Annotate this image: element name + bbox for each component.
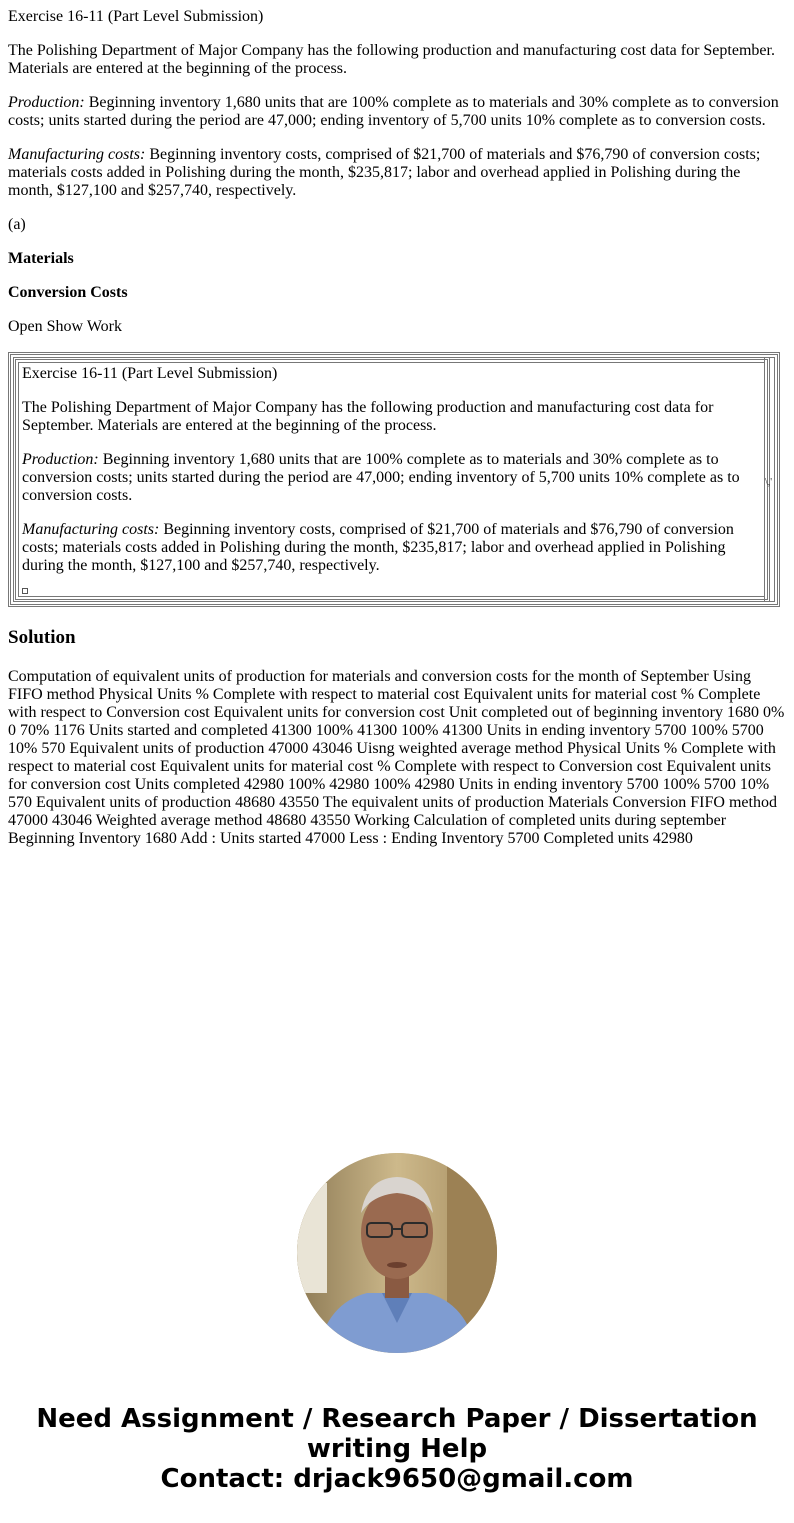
problem-intro: The Polishing Department of Major Company has the following production and manufacturing cost data for September. Materials are entered at the beginning of the process. <box>8 42 775 77</box>
materials-label: Materials <box>8 250 74 267</box>
part-label: (a) <box>8 216 26 233</box>
solution-heading: Solution <box>8 627 76 648</box>
embedded-production-label: Production: <box>22 451 99 468</box>
footer-contact <box>0 1404 794 1494</box>
embedded-problem-panel <box>13 357 773 602</box>
embedded-problem-intro: The Polishing Department of Major Company has the following production and manufacturing cost data for September. Materials are entered at the beginning of the process. <box>22 399 714 434</box>
footer-line-2: writing Help <box>306 1434 488 1464</box>
embedded-manufacturing-paragraph <box>22 521 764 575</box>
page-content <box>8 8 786 848</box>
production-paragraph <box>8 94 786 130</box>
embedded-exercise-title: Exercise 16-11 (Part Level Submission) <box>22 365 278 382</box>
embedded-manufacturing-label: Manufacturing costs: <box>22 521 160 538</box>
embedded-manufacturing-text: Beginning inventory costs, comprised of $21,700 of materials and $76,790 of conversion costs; materials costs added in Polishing during the month, $235,817; labor and overhead applied in Polishing during the month, $127,100 and $257,740, respectively. <box>22 521 734 574</box>
conversion-costs-label: Conversion Costs <box>8 284 128 301</box>
manufacturing-label: Manufacturing costs: <box>8 146 146 163</box>
embedded-side-frame <box>764 357 775 602</box>
embedded-problem-content <box>18 362 765 597</box>
exercise-title: Exercise 16-11 (Part Level Submission) <box>8 8 264 25</box>
production-text: Beginning inventory 1,680 units that are 100% complete as to materials and 30% complete as to conversion costs; units started during the period are 47,000; ending inventory of 5,700 units 10% complete as to conversion costs. <box>8 94 779 129</box>
embedded-problem-frame <box>8 352 780 607</box>
open-show-work-link[interactable]: Open Show Work <box>8 318 122 335</box>
broken-image-icon <box>22 588 28 594</box>
production-label: Production: <box>8 94 85 111</box>
embedded-production-paragraph <box>22 451 764 505</box>
side-mark: \,' <box>765 477 773 488</box>
manufacturing-paragraph <box>8 146 786 200</box>
footer-line-1: Need Assignment / Research Paper / Dissertation <box>36 1404 758 1434</box>
author-photo <box>297 1153 497 1353</box>
manufacturing-text: Beginning inventory costs, comprised of $21,700 of materials and $76,790 of conversion costs; materials costs added in Polishing during the month, $235,817; labor and overhead applied in Polishing during the month, $127,100 and $257,740, respectively. <box>8 146 761 199</box>
embedded-production-text: Beginning inventory 1,680 units that are 100% complete as to materials and 30% complete as to conversion costs; units started during the period are 47,000; ending inventory of 5,700 units 10% complete as to conversion costs. <box>22 451 740 504</box>
author-avatar <box>297 1153 497 1353</box>
footer-line-3: Contact: drjack9650@gmail.com <box>160 1464 634 1494</box>
solution-text: Computation of equivalent units of production for materials and conversion costs for the month of September Using FIFO method Physical Units % Complete with respect to material cost Equivalent units for material cost % Complete with respect to Conversion cost Equivalent units for conversion cost Unit completed out of beginning inventory 1680 0% 0 70% 1176 Units started and completed 41300 100% 41300 100% 41300 Units in ending inventory 5700 100% 5700 10% 570 Equivalent units of production 47000 43046 Uisng weighted average method Physical Units % Complete with respect to material cost Equivalent units for material cost % Complete with respect to Conversion cost Equivalent units for conversion cost Units completed 42980 100% 42980 100% 42980 Units in ending inventory 5700 100% 5700 10% 570 Equivalent units of production 48680 43550 The equivalent units of production Materials Conversion FIFO method 47000 43046 Weighted average method 48680 43550 Working Calculation of completed units during september Beginning Inventory 1680 Add : Units started 47000 Less : Ending Inventory 5700 Completed units 42980 <box>8 668 785 847</box>
